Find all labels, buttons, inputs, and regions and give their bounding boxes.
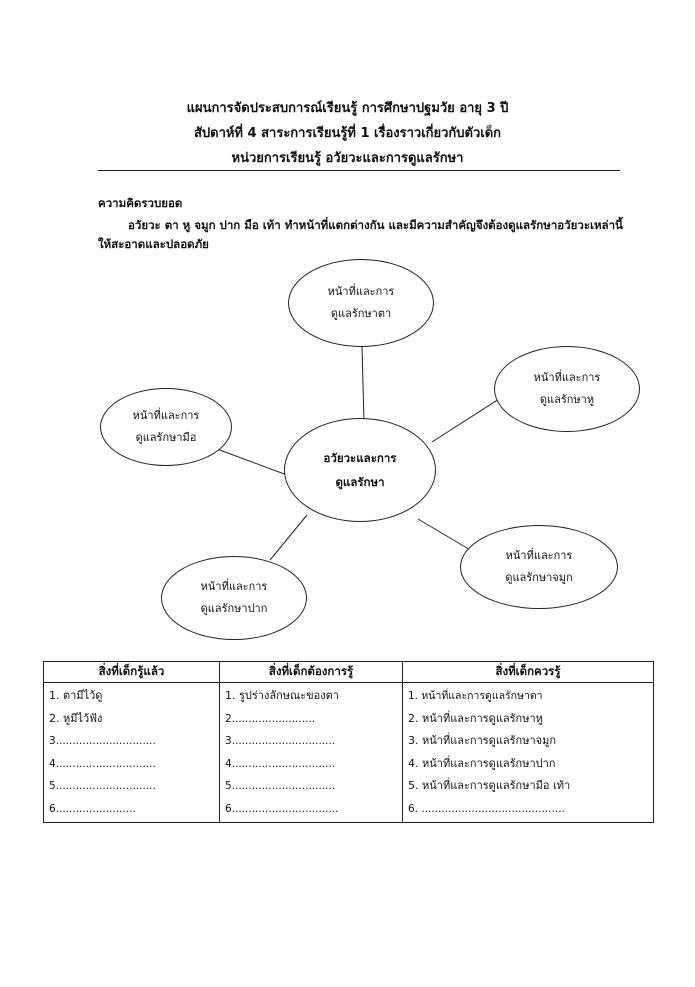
week-subject-title: สัปดาห์ที่ 4 สาระการเรียนรู้ที่ 1 เรื่องราวเกี่ยวกับตัวเด็ก <box>193 126 502 141</box>
connector-eye <box>362 346 364 422</box>
connector-nose <box>418 519 472 551</box>
bubble-hand-line2: ดูแลรักษามือ <box>135 431 197 444</box>
bubble-hand-line1: หน้าที่และการ <box>132 409 200 422</box>
known-item: 6........................ <box>49 802 136 815</box>
header-should-know: สิ่งที่เด็กควรรู้ <box>403 662 654 683</box>
want-cell <box>220 683 403 823</box>
known-cell <box>44 683 220 823</box>
bubble-center-line1: อวัยวะและการ <box>323 451 397 465</box>
connector-hand <box>217 449 287 475</box>
bubble-nose-line2: ดูแลรักษาจมูก <box>505 571 573 584</box>
bubble-ear-line2: ดูแลรักษาหู <box>539 393 595 406</box>
want-item: 5............................... <box>225 780 336 792</box>
should-item: 4. หน้าที่และการดูแลรักษาปาก <box>408 756 556 770</box>
header-want-to-know: สิ่งที่เด็กต้องการรู้ <box>220 662 403 683</box>
bubble-center <box>284 418 436 522</box>
bubble-mouth <box>161 556 307 640</box>
header-known: สิ่งที่เด็กรู้แล้ว <box>44 662 220 683</box>
bubble-ear-line1: หน้าที่และการ <box>533 371 601 384</box>
should-item: 5. หน้าที่และการดูแลรักษามือ เท้า <box>408 779 571 792</box>
plan-title: แผนการจัดประสบการณ์เรียนรู้ การศึกษาปฐมวัย อายุ 3 ปี <box>186 101 509 116</box>
unit-title: หน่วยการเรียนรู้ อวัยวะและการดูแลรักษา <box>231 151 464 166</box>
known-item: 2. หูมีไว้ฟัง <box>49 711 103 725</box>
table-header-row <box>44 662 654 683</box>
want-item: 6................................ <box>225 802 339 815</box>
want-item: 4............................... <box>225 757 336 770</box>
known-item: 3.............................. <box>49 735 156 747</box>
bubble-eye <box>288 259 434 347</box>
known-item: 1. ตามีไว้ดู <box>49 689 103 702</box>
want-item: 3............................... <box>225 735 336 747</box>
should-item: 1. หน้าที่และการดูแลรักษาตา <box>408 690 543 702</box>
concept-heading: ความคิดรวบยอด <box>98 196 183 210</box>
should-cell <box>403 683 654 823</box>
bubble-hand <box>100 388 232 466</box>
bubble-nose-line1: หน้าที่และการ <box>505 549 573 562</box>
bubble-center-line2: ดูแลรักษา <box>335 475 385 489</box>
bubble-nose <box>460 525 618 609</box>
bubble-eye-line1: หน้าที่และการ <box>327 285 395 298</box>
connector-mouth <box>270 515 307 560</box>
bubble-mouth-line2: ดูแลรักษาปาก <box>200 602 268 615</box>
should-item: 3. หน้าที่และการดูแลรักษาจมูก <box>408 734 557 747</box>
known-item: 4.............................. <box>49 757 156 770</box>
concept-body: อวัยวะ ตา หู จมูก ปาก มือ เท้า ทำหน้าที่แตกต่างกัน และมีความสำคัญจึงต้องดูแลรักษาอวัยวะเหล่านี้ให้สะอาดและปลอดภัย <box>98 218 623 251</box>
known-item: 5.............................. <box>49 780 156 792</box>
learning-table <box>43 661 654 823</box>
bubble-mouth-line1: หน้าที่และการ <box>200 580 268 593</box>
want-item: 1. รูปร่างลักษณะของตา <box>225 689 339 702</box>
want-item: 2......................... <box>225 712 316 725</box>
should-item: 2. หน้าที่และการดูแลรักษาหู <box>408 711 543 725</box>
bubble-eye-line2: ดูแลรักษาตา <box>330 307 392 320</box>
bubble-ear <box>494 346 640 432</box>
table-row <box>44 683 654 823</box>
should-item: 6. ........................................... <box>408 802 565 815</box>
